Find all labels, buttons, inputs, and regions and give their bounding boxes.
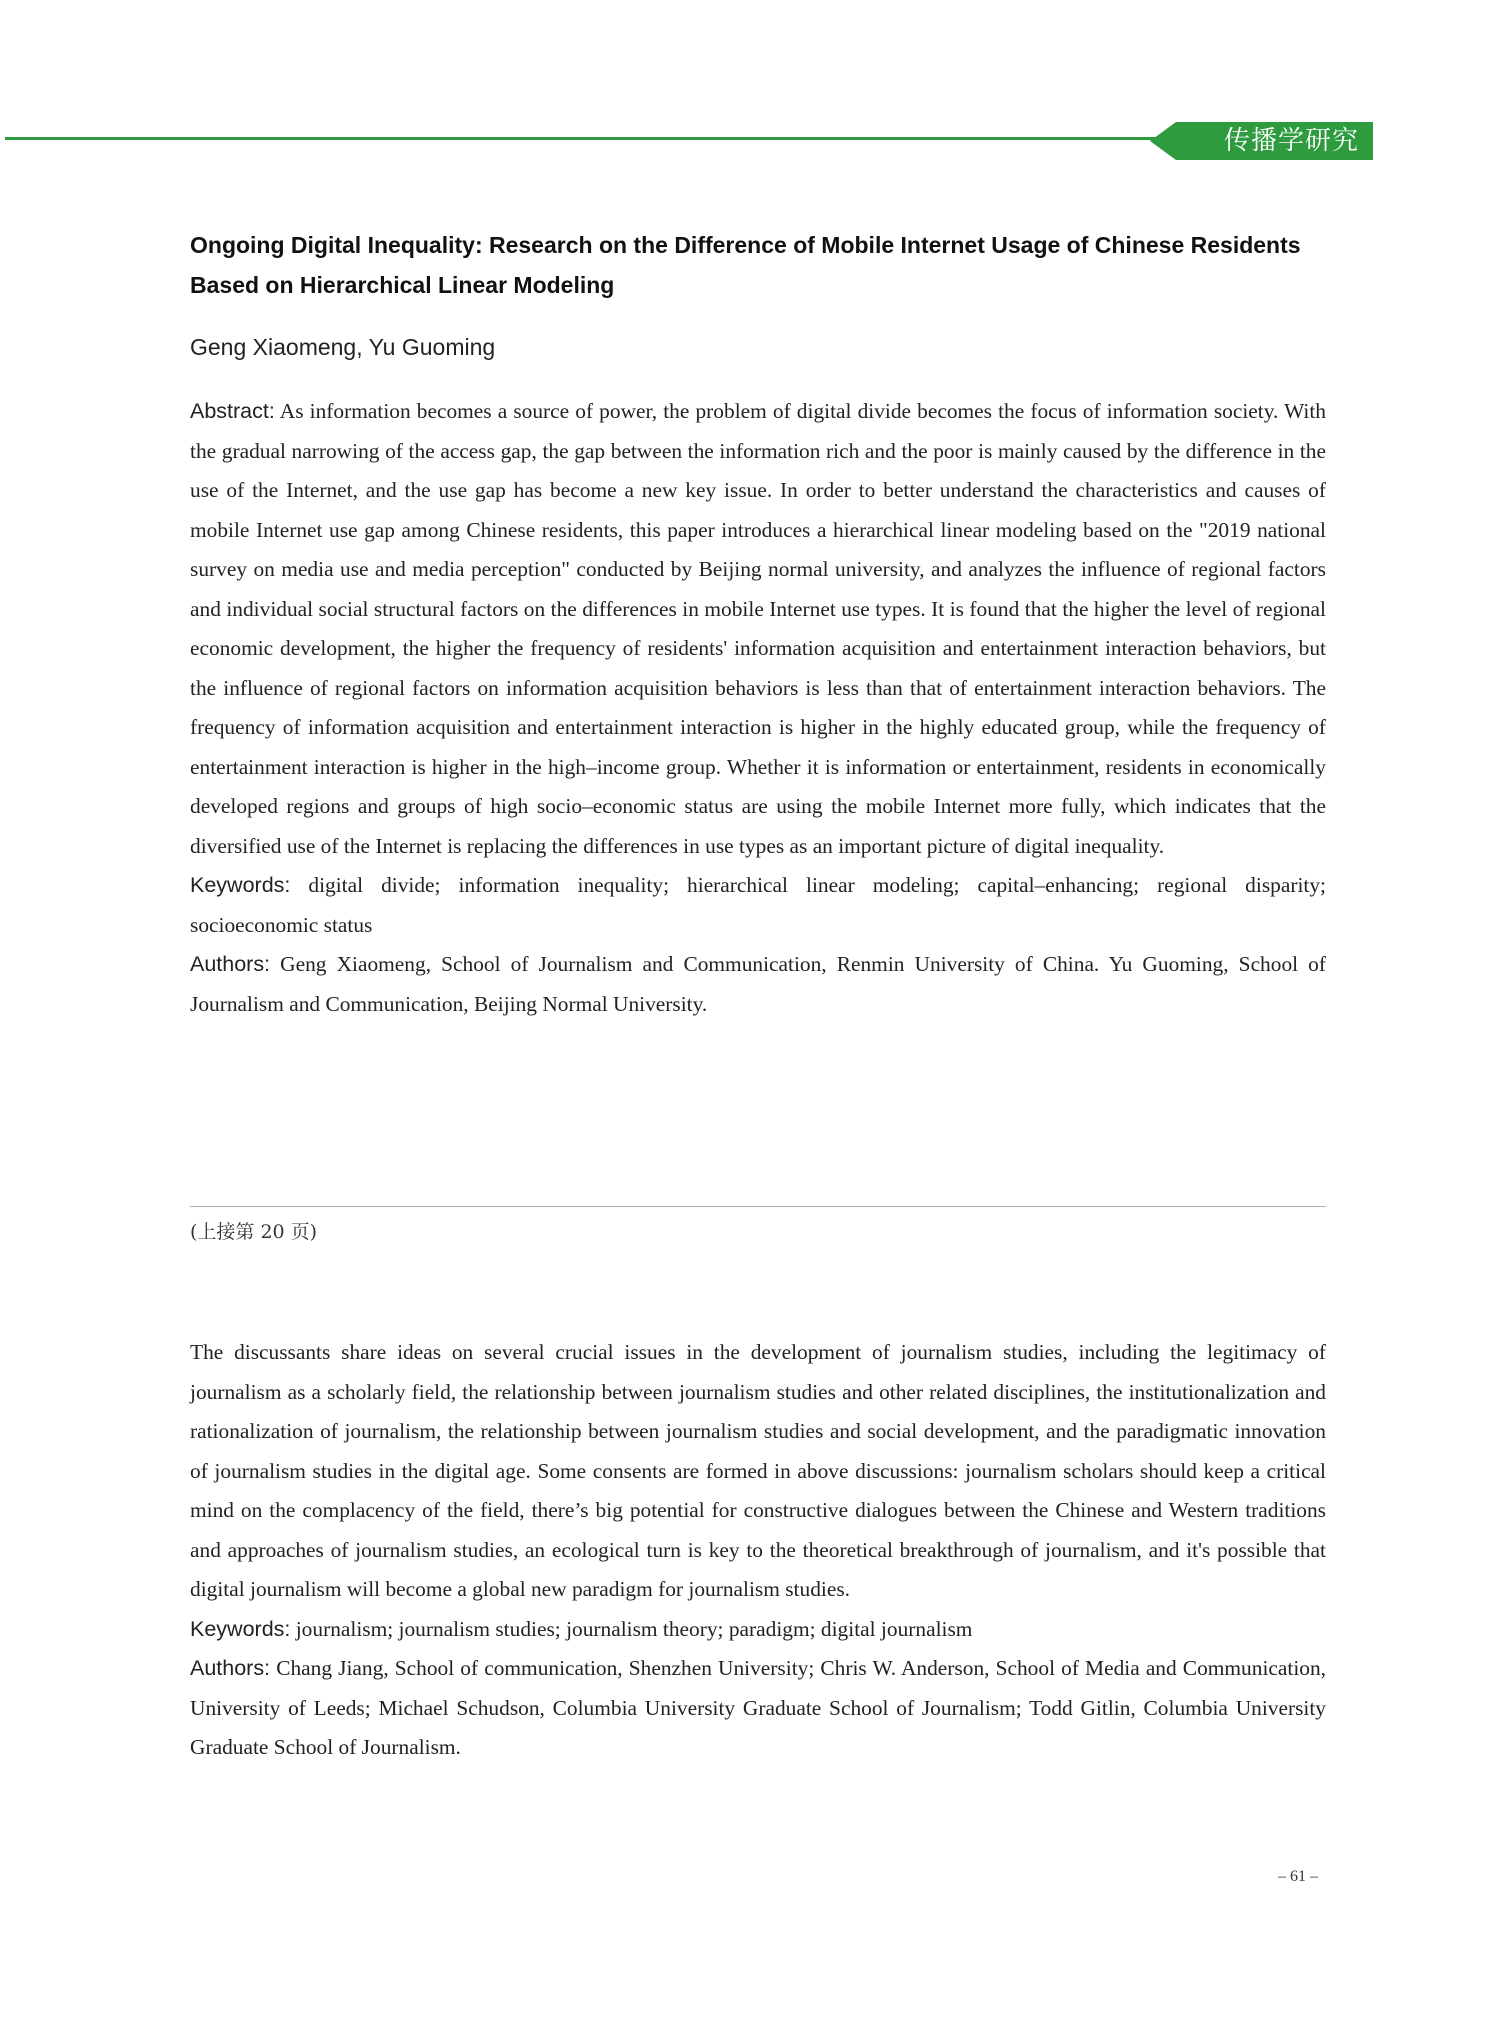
- article-title: Ongoing Digital Inequality: Research on the Difference of Mobile Internet Usage of Chinese Residents Based on Hierarchical Linear Modeling: [190, 232, 1301, 298]
- keywords-paragraph: [190, 866, 1326, 945]
- continued-authors-text: Chang Jiang, School of communication, Shenzhen University; Chris W. Anderson, School of Media and Communication, University of Leeds; Michael Schudson, Columbia University Graduate School of Journalism; Todd Gitlin, Columbia University Graduate School of Journalism.: [190, 1656, 1326, 1759]
- continued-keywords-text: journalism; journalism studies; journalism theory; paradigm; digital journalism: [295, 1616, 973, 1641]
- authors-paragraph: [190, 945, 1326, 1024]
- abstract-label: Abstract:: [190, 399, 275, 423]
- header-rule: [5, 137, 1170, 140]
- keywords-label: Keywords:: [190, 873, 291, 897]
- keywords-text: digital divide; information inequality; hierarchical linear modeling; capital–enhancing; regional disparity; socioeconomic status: [190, 873, 1326, 937]
- abstract-section: [190, 392, 1326, 1024]
- section-divider: [190, 1206, 1326, 1207]
- continued-authors-label: Authors:: [190, 1656, 271, 1680]
- continued-authors-paragraph: [190, 1649, 1326, 1768]
- continued-abstract-section: [190, 1333, 1326, 1768]
- article-authors: Geng Xiaomeng, Yu Guoming: [190, 334, 496, 360]
- continued-keywords-label: Keywords:: [190, 1616, 291, 1641]
- continued-from-label: (上接第 20 页): [190, 1221, 318, 1243]
- section-label: 传播学研究: [1224, 126, 1360, 156]
- authors-text: Geng Xiaomeng, School of Journalism and Communication, Renmin University of China. Yu Guoming, School of Journalism and Communication, Beijing Normal University.: [190, 952, 1326, 1016]
- authors-label: Authors:: [190, 952, 271, 976]
- abstract-paragraph: [190, 392, 1326, 866]
- continued-abstract-paragraph: The discussants share ideas on several crucial issues in the development of journalism studies, including the legitimacy of journalism as a scholarly field, the relationship between journalism studies and other related disciplines, the institutionalization and rationalization of journalism, the relationship between journalism studies and social development, and the paradigmatic innovation of journalism studies in the digital age. Some consents are formed in above discussions: journalism scholars should keep a critical mind on the complacency of the field, there’s big potential for constructive dialogues between the Chinese and Western traditions and approaches of journalism studies, an ecological turn is key to the theoretical breakthrough of journalism, and it's possible that digital journalism will become a global new paradigm for journalism studies.: [190, 1340, 1326, 1601]
- abstract-text: As information becomes a source of power, the problem of digital divide becomes the focus of information society. With the gradual narrowing of the access gap, the gap between the information rich and the poor is mainly caused by the difference in the use of the Internet, and the use gap has become a new key issue. In order to better understand the characteristics and causes of mobile Internet use gap among Chinese residents, this paper introduces a hierarchical linear modeling based on the "2019 national survey on media use and media perception" conducted by Beijing normal university, and analyzes the influence of regional factors and individual social structural factors on the differences in mobile Internet use types. It is found that the higher the level of regional economic development, the higher the frequency of residents' information acquisition and entertainment interaction behaviors, but the influence of regional factors on information acquisition behaviors is less than that of entertainment interaction behaviors. The frequency of information acquisition and entertainment interaction is higher in the highly educated group, while the frequency of entertainment interaction is higher in the high–income group. Whether it is information or entertainment, residents in economically developed regions and groups of high socio–economic status are using the mobile Internet more fully, which indicates that the diversified use of the Internet is replacing the differences in use types as an important picture of digital inequality.: [190, 399, 1327, 858]
- continued-keywords-paragraph: [190, 1610, 1326, 1650]
- page-number: – 61 –: [1278, 1868, 1318, 1885]
